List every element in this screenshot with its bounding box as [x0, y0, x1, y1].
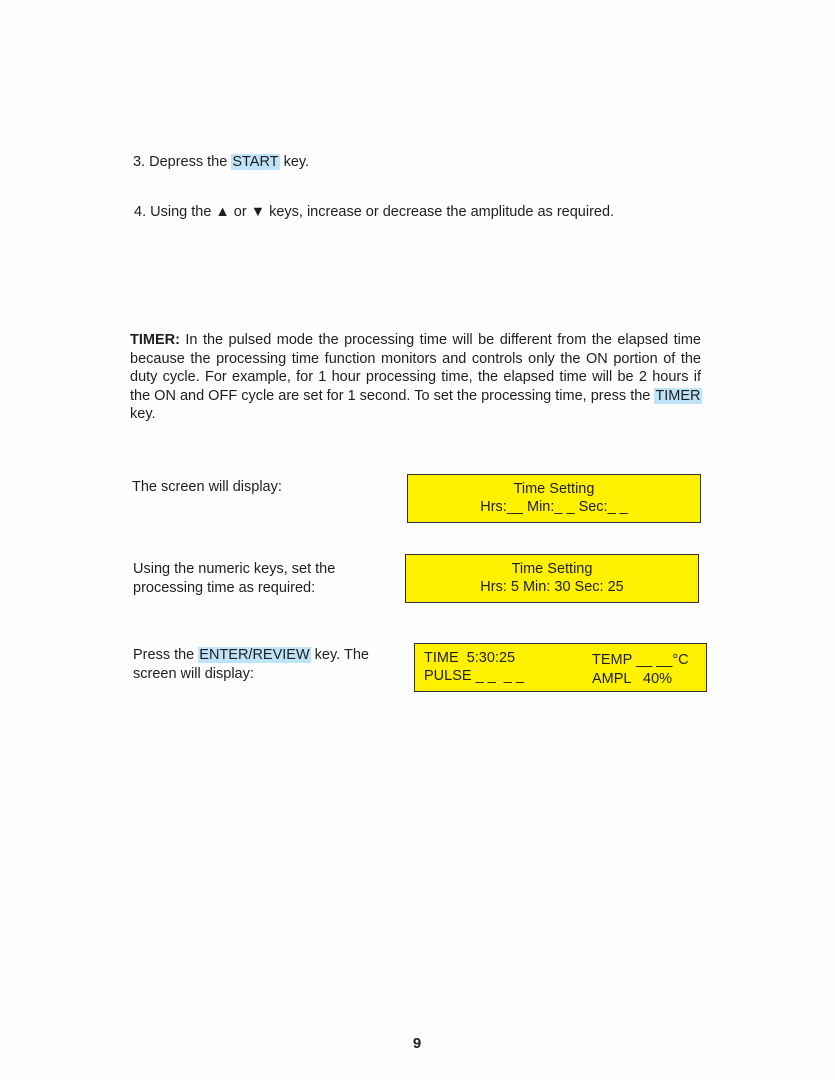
enter-review-label-line-2: screen will display: [133, 665, 254, 682]
lcd-time: TIME 5:30:25 [424, 650, 516, 666]
step-4 [134, 204, 614, 220]
lcd-temp: TEMP __ __°C [592, 652, 689, 668]
enter-review-label-post: key. The [310, 647, 369, 663]
lcd-pulse: PULSE _ _ _ _ [424, 668, 524, 684]
step-3-number: 3. [133, 154, 146, 170]
page-number: 9 [412, 1035, 423, 1052]
timer-post: key. [130, 406, 156, 422]
step-3-text-post: key. [279, 154, 310, 170]
step-3-text-pre: Depress the [149, 154, 232, 170]
timer-paragraph [130, 331, 701, 424]
timer-key-label: TIMER [655, 387, 701, 404]
enter-review-key-label: ENTER/REVIEW [199, 647, 310, 663]
enter-review-label [133, 646, 369, 683]
lcd-ampl: AMPL 40% [592, 671, 673, 687]
lcd-line-1: Time Setting [511, 561, 593, 577]
lcd-time-setting-filled [405, 554, 699, 603]
timer-label: TIMER: [130, 332, 180, 348]
lcd-line-2: Hrs:__ Min:_ _ Sec:_ _ [480, 499, 628, 515]
numeric-keys-label [133, 560, 335, 597]
screen-display-label: The screen will display: [132, 479, 282, 495]
timer-body: In the pulsed mode the processing time will be different from the elapsed time because the processing time function monitors and controls only the ON portion of the duty cycle. For example, for 1 hour processing time, the elapsed time will be 2 hours if the ON and OFF cycle are set for 1 second. To set the processing time, press the [130, 332, 701, 404]
step-4-number: 4. [134, 204, 147, 220]
step-4-text: Using the ▲ or ▼ keys, increase or decrease the amplitude as required. [150, 204, 615, 220]
lcd-line-2: Hrs: 5 Min: 30 Sec: 25 [480, 579, 624, 595]
numeric-keys-label-line-1: Using the numeric keys, set the [133, 561, 336, 577]
enter-review-label-line-1 [133, 646, 369, 665]
lcd-line-1: Time Setting [513, 481, 595, 497]
lcd-status-display [414, 643, 707, 692]
lcd-time-setting-empty [407, 474, 701, 523]
start-key-label: START [232, 154, 279, 170]
numeric-keys-label-line-2: processing time as required: [133, 579, 316, 596]
enter-review-label-pre: Press the [133, 647, 199, 663]
step-3 [133, 154, 309, 170]
